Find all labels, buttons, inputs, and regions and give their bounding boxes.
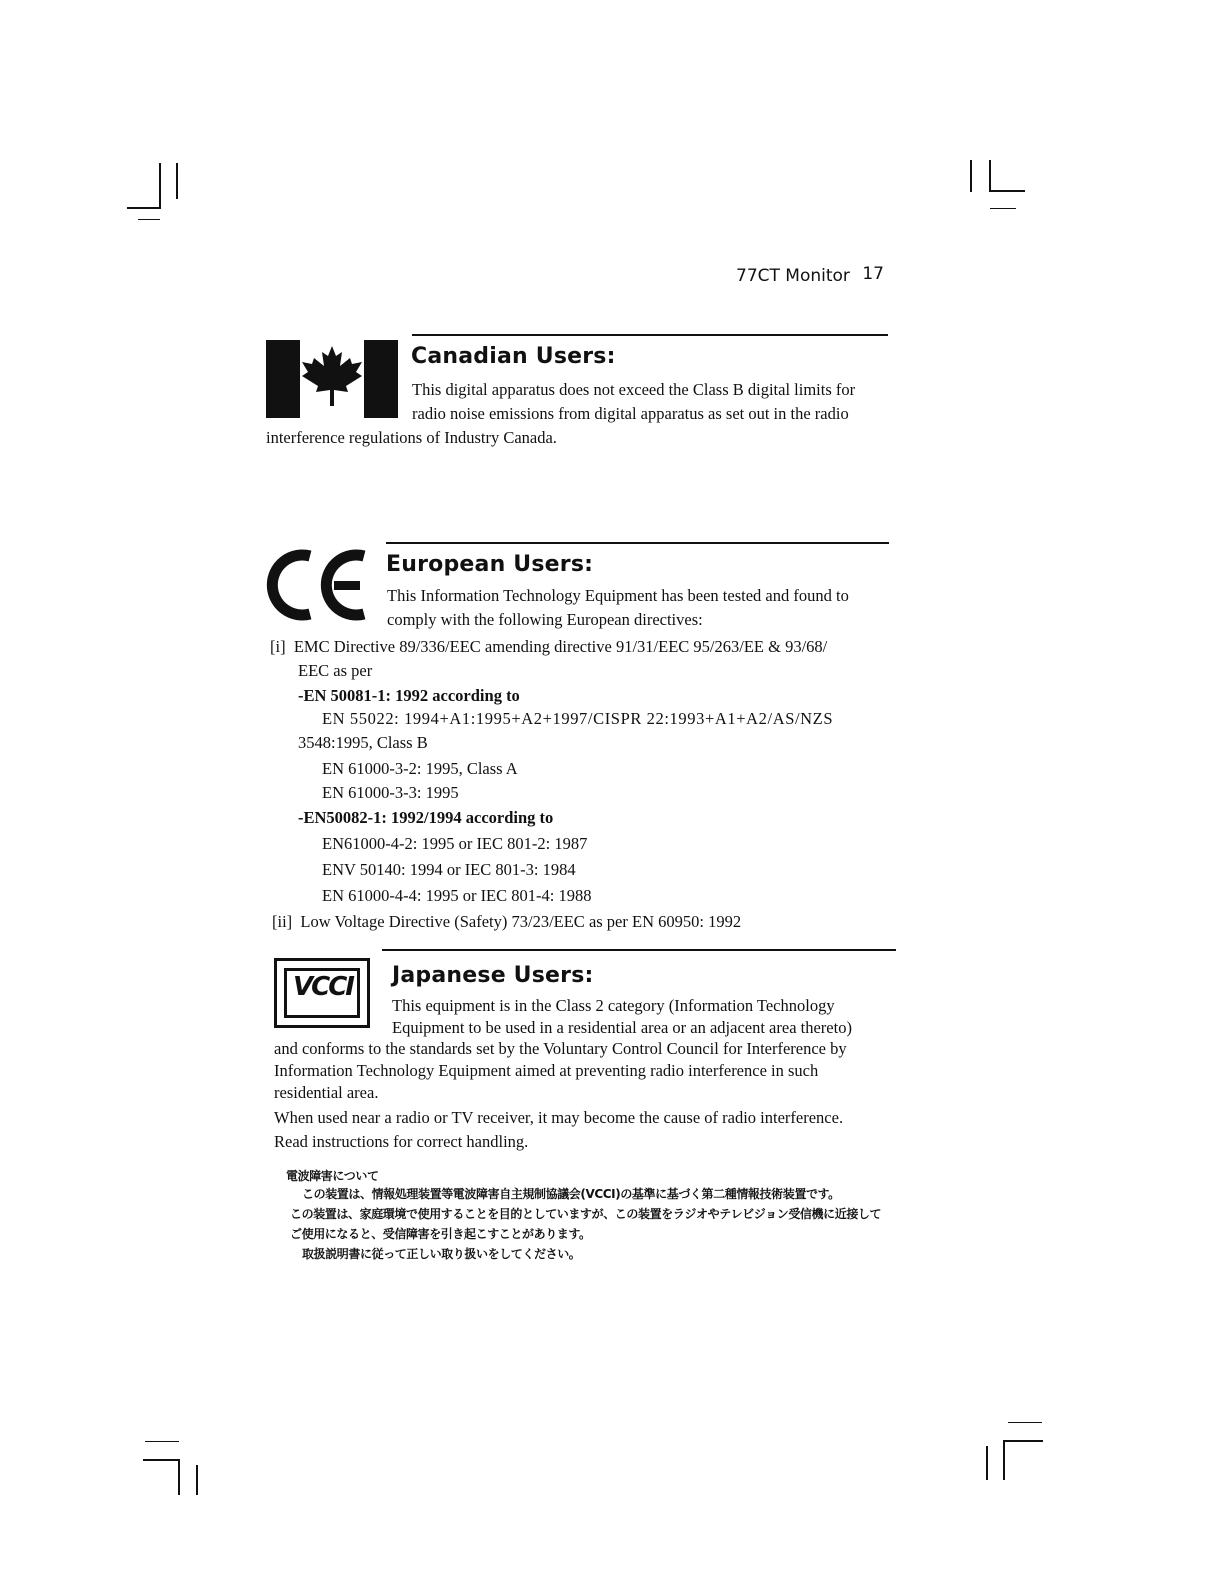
crop-mark-top-right-v2 [989,160,991,192]
japanese-text-line1: This equipment is in the Class 2 category (Information Technology [392,996,835,1015]
directive-line: ENV 50140: 1994 or IEC 801-3: 1984 [322,860,576,879]
crop-mark-top-left-v2 [176,163,178,199]
canadian-rule [412,334,888,336]
ce-mark-icon [264,548,372,622]
crop-mark-bottom-left-h2 [143,1459,179,1461]
header-title: 77CT Monitor [736,266,850,286]
european-intro-line2: comply with the following European directives: [387,610,703,629]
crop-mark-bottom-left-h [145,1441,179,1442]
crop-mark-top-left-h [127,207,161,209]
crop-mark-bottom-right-h2 [1003,1440,1043,1442]
japanese-rule [382,949,896,951]
japanese-heading: Japanese Users: [392,963,594,988]
page-number: 17 [862,264,884,284]
canadian-text-line3: interference regulations of Industry Canada. [266,428,557,447]
jp-notice-line: ご使用になると、受信障害を引き起こすことがあります。 [290,1227,591,1241]
canadian-heading: Canadian Users: [411,344,616,369]
directive-line: EN 61000-3-2: 1995, Class A [322,759,518,778]
directive-line: EN 61000-3-3: 1995 [322,783,459,802]
japanese-text-line5: residential area. [274,1083,379,1102]
canadian-text-line2: radio noise emissions from digital apparatus as set out in the radio [412,404,849,423]
crop-mark-bottom-right-v2 [986,1446,988,1480]
european-rule [386,542,889,544]
crop-mark-bottom-left-v1 [178,1459,180,1495]
jp-notice-title: 電波障害について [286,1169,379,1183]
japanese-text-line4: Information Technology Equipment aimed at preventing radio interference in such [274,1061,819,1080]
canadian-text-line1: This digital apparatus does not exceed the Class B digital limits for [412,380,856,399]
canada-flag-icon [266,340,398,418]
jp-notice-line: この装置は、家庭環境で使用することを目的としていますが、この装置をラジオやテレビジョン受信機に近接して [290,1207,882,1221]
directive-line: EEC as per [298,661,373,680]
directive-line: [i] EMC Directive 89/336/EEC amending directive 91/31/EEC 95/263/EE & 93/68/ [270,637,828,656]
crop-mark-top-right-h2 [990,208,1016,209]
crop-mark-bottom-right-v1 [1003,1440,1005,1480]
directive-line: [ii] Low Voltage Directive (Safety) 73/23/EEC as per EN 60950: 1992 [272,912,742,931]
european-heading: European Users: [386,552,594,577]
crop-mark-top-left-h2 [138,219,160,220]
vcci-logo-text: VCCI [293,972,353,1002]
vcci-logo [274,958,370,1028]
directive-line: -EN 50081-1: 1992 according to [298,686,520,705]
crop-mark-top-right-h [989,190,1025,192]
japanese-text-line3: and conforms to the standards set by the Voluntary Control Council for Interference by [274,1039,847,1058]
crop-mark-bottom-left-v2 [196,1465,198,1495]
directive-line: EN 61000-4-4: 1995 or IEC 801-4: 1988 [322,886,592,905]
directive-line: EN61000-4-2: 1995 or IEC 801-2: 1987 [322,834,588,853]
crop-mark-top-right-v1 [970,160,972,192]
jp-notice-line: 取扱説明書に従って正しい取り扱いをしてください。 [302,1247,581,1261]
directive-line: EN 55022: 1994+A1:1995+A2+1997/CISPR 22:1993+A1+A2/AS/NZS [322,709,834,728]
japanese-text-line6: When used near a radio or TV receiver, it may become the cause of radio interference. [274,1108,844,1127]
directive-line: 3548:1995, Class B [298,733,428,752]
crop-mark-top-left-v1 [159,163,161,209]
japanese-text-line2: Equipment to be used in a residential area or an adjacent area thereto) [392,1018,852,1037]
european-intro-line1: This Information Technology Equipment has been tested and found to [387,586,849,605]
japanese-text-line7: Read instructions for correct handling. [274,1132,529,1151]
jp-notice-line: この装置は、情報処理装置等電波障害自主規制協議会(VCCI)の基準に基づく第二種情報技術装置です。 [302,1187,840,1201]
directive-line: -EN50082-1: 1992/1994 according to [298,808,554,827]
crop-mark-bottom-right-h [1008,1422,1042,1423]
